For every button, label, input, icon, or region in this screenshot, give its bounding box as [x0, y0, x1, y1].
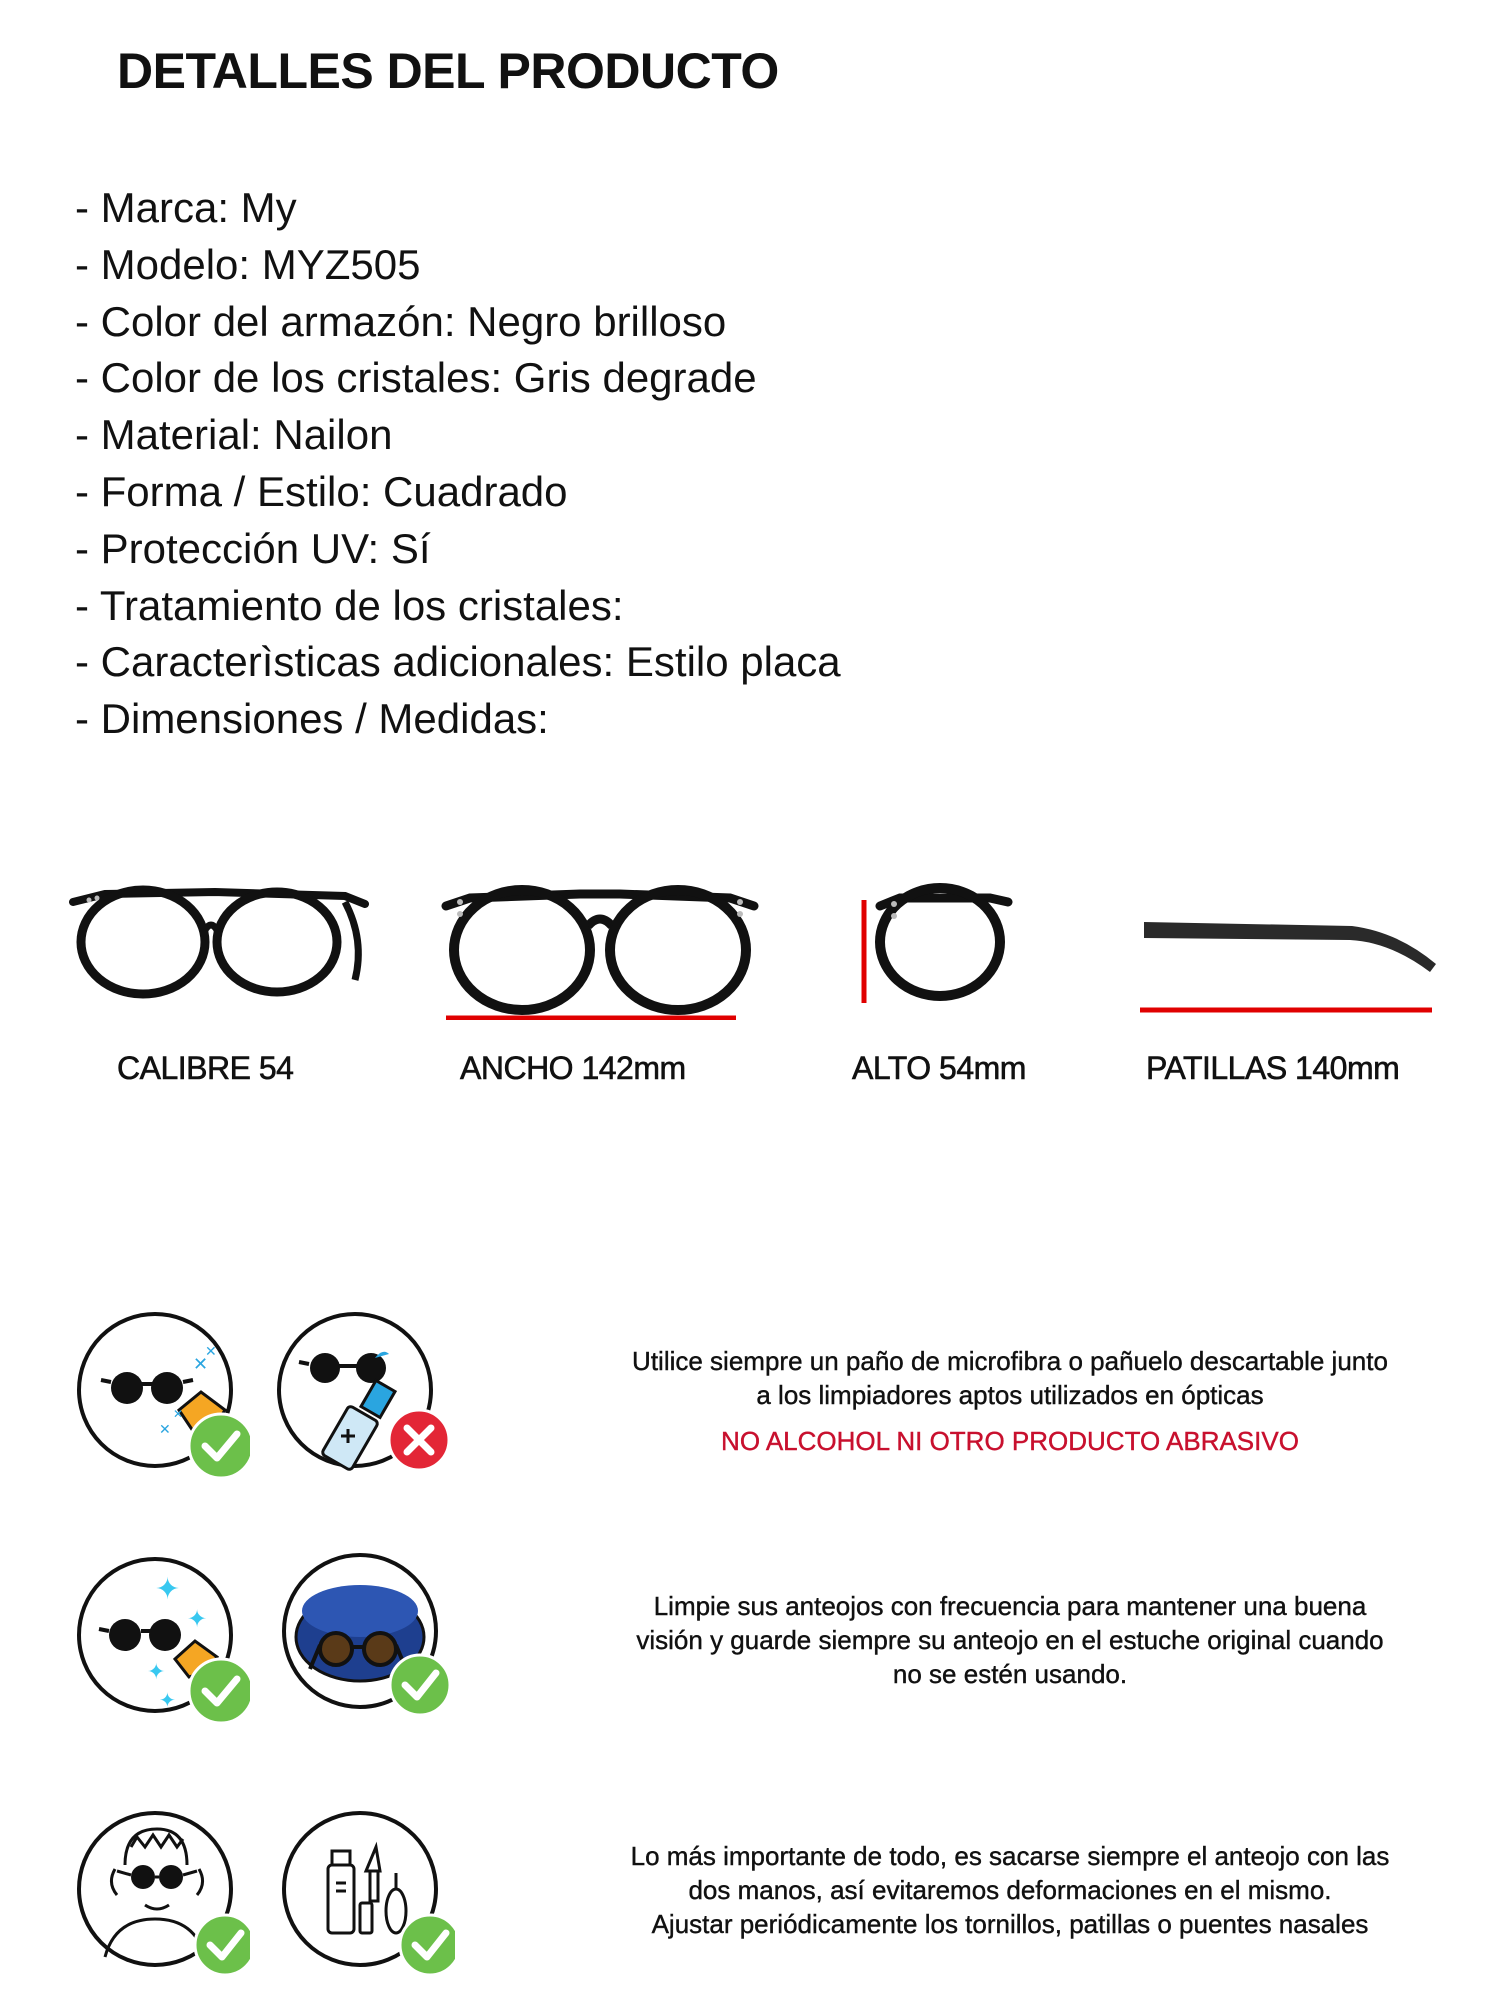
glasses-half-icon — [840, 880, 1020, 1020]
check-badge-icon — [189, 1414, 250, 1478]
detail-frame-color: - Color del armazón: Negro brilloso — [75, 297, 727, 345]
care-line: Utilice siempre un paño de microfibra o pañuelo descartable junto — [632, 1346, 1388, 1376]
detail-lens-color: - Color de los cristales: Gris degrade — [75, 354, 757, 402]
care-row-cleaning — [0, 1310, 1500, 1510]
detail-uv: - Protección UV: Sí — [75, 524, 431, 572]
person-glasses-icon — [75, 1807, 250, 1982]
care-line: Limpie sus anteojos con frecuencia para mantener una buena — [653, 1591, 1367, 1621]
detail-model: - Modelo: MYZ505 — [75, 240, 421, 288]
detail-treatment: - Tratamiento de los cristales: — [75, 581, 624, 629]
glasses-front-icon — [440, 880, 760, 1020]
care-text-storage — [550, 1589, 1470, 1691]
dimension-label-patillas: PATILLAS 140mm — [1146, 1050, 1400, 1086]
glasses-cloth-icon — [75, 1310, 250, 1485]
detail-shape: - Forma / Estilo: Cuadrado — [75, 467, 568, 515]
glasses-case-icon — [280, 1549, 455, 1724]
svg-text:✦: ✦ — [147, 1660, 166, 1685]
care-line: no se estén usando. — [892, 1659, 1128, 1689]
product-details-list — [75, 180, 841, 748]
care-line: dos manos, así evitaremos deformaciones en el mismo. — [688, 1875, 1332, 1905]
dimension-calibre — [65, 880, 385, 1086]
check-badge-icon — [390, 1655, 450, 1715]
care-line: Ajustar periódicamente los tornillos, patillas o puentes nasales — [651, 1909, 1369, 1939]
care-line: Lo más importante de todo, es sacarse siempre el anteojo con las — [630, 1841, 1390, 1871]
check-badge-icon — [189, 1659, 250, 1723]
dimension-label-calibre: CALIBRE 54 — [117, 1050, 294, 1086]
page-title: DETALLES DEL PRODUCTO — [117, 43, 779, 99]
spray-bottle-icon — [275, 1310, 450, 1485]
sparkle-glasses-icon — [75, 1555, 250, 1730]
detail-brand: - Marca: My — [75, 184, 297, 231]
check-badge-icon — [195, 1915, 250, 1975]
svg-text:✕: ✕ — [159, 1422, 171, 1438]
cleaning-kit-icon — [280, 1807, 455, 1982]
detail-features: - Caracterìsticas adicionales: Estilo placa — [75, 638, 841, 686]
temple-arm-icon — [1140, 880, 1440, 1020]
svg-text:✕: ✕ — [205, 1344, 217, 1360]
dimension-label-ancho: ANCHO 142mm — [460, 1050, 686, 1086]
detail-dimensions: - Dimensiones / Medidas: — [75, 695, 549, 743]
care-row-handling — [0, 1807, 1500, 2007]
dimension-ancho — [440, 880, 760, 1086]
care-row-storage — [0, 1555, 1500, 1755]
svg-text:✕: ✕ — [193, 1354, 209, 1375]
svg-text:✦: ✦ — [187, 1605, 208, 1633]
svg-text:✦: ✦ — [159, 1688, 176, 1712]
check-badge-icon — [400, 1915, 455, 1975]
svg-text:✦: ✦ — [155, 1572, 181, 1607]
dimension-patillas — [1140, 880, 1460, 1086]
care-text-handling — [550, 1839, 1470, 1941]
detail-material: - Material: Nailon — [75, 411, 393, 459]
glasses-angled-icon — [65, 880, 375, 1000]
dimension-alto — [840, 880, 1160, 1086]
care-line: a los limpiadores aptos utilizados en ópticas — [756, 1380, 1264, 1410]
care-line: visión y guarde siempre su anteojo en el estuche original cuando — [636, 1625, 1384, 1655]
svg-text:✕: ✕ — [173, 1407, 184, 1421]
dimension-label-alto: ALTO 54mm — [852, 1050, 1026, 1086]
care-warning: NO ALCOHOL NI OTRO PRODUCTO ABRASIVO — [721, 1426, 1299, 1456]
care-text-cleaning — [550, 1344, 1470, 1458]
